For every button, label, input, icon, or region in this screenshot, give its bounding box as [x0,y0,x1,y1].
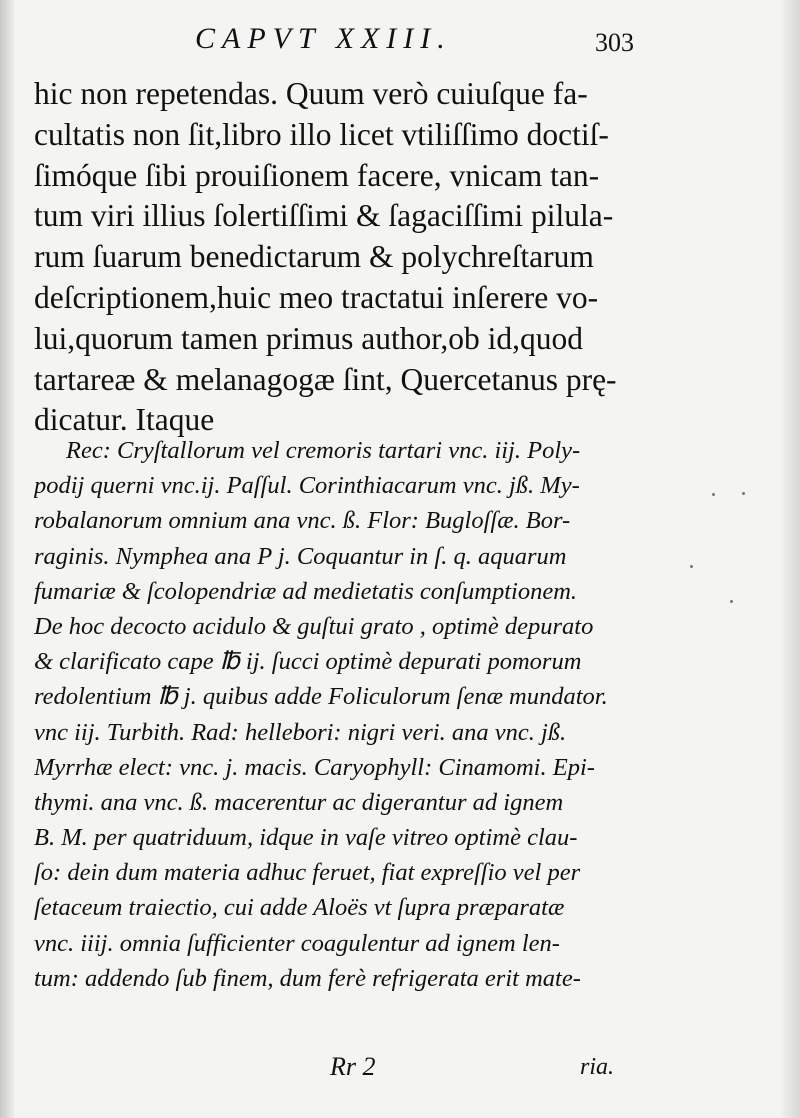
recipe-line: B. M. per quatriduum, idque in vaſe vitreo optimè clau- [34,824,578,852]
recipe-line: vnc. iiij. omnia ſufficienter coagulentur ad ignem len- [34,929,560,957]
ink-speck [730,600,733,603]
recipe-line: De hoc decocto acidulo & guſtui grato , optimè depurato [34,612,594,640]
ink-speck [712,493,715,496]
signature-mark: Rr 2 [330,1052,376,1081]
recipe-line: fumariæ & ſcolopendriæ ad medietatis conſumptionem. [34,577,578,605]
text-line: ſimóque ſibi prouiſionem facere, vnicam tan- [34,157,600,193]
recipe-line: redolentium ℔ j. quibus adde Foliculorum ſenæ mundator. [34,683,608,711]
recipe-line: & clarificato cape ℔ ij. ſucci optimè depurati pomorum [34,648,582,676]
ink-speck [742,492,745,495]
running-head: CAPVT XXIII. [195,22,452,55]
recipe-line: raginis. Nymphea ana P j. Coquantur in ſ. q. aquarum [34,542,567,570]
recipe-paragraph [34,433,674,996]
text-line: tum viri illius ſolertiſſimi & ſagaciſſimi pilula- [34,198,614,234]
recipe-line: robalanorum omnium ana vnc. ß. Flor: Bugloſſæ. Bor- [34,507,571,535]
recipe-line: ſetaceum traiectio, cui adde Aloës vt ſupra præparatæ [34,894,565,922]
text-line: dicatur. Itaque [34,402,215,438]
ink-speck [690,565,693,568]
roman-paragraph [34,74,674,441]
text-line: tartareæ & melanagogæ ſint, Quercetanus prę- [34,361,617,397]
page-right-edge [782,0,800,1118]
recipe-line: vnc iij. Turbith. Rad: hellebori: nigri veri. ana vnc. jß. [34,718,567,746]
text-line: lui,quorum tamen primus author,ob id,quod [34,320,584,356]
text-line: deſcriptionem,huic meo tractatui inſerere vo- [34,279,599,315]
recipe-line: Myrrhæ elect: vnc. j. macis. Caryophyll: Cinamomi. Epi- [34,753,595,781]
recipe-line: podij querni vnc.ij. Paſſul. Corinthiacarum vnc. jß. My- [34,472,580,500]
page-footer [0,1052,800,1092]
page-header [0,22,800,66]
recipe-line: thymi. ana vnc. ß. macerentur ac digerantur ad ignem [34,788,564,816]
recipe-line: tum: addendo ſub finem, dum ferè refrigerata erit mate- [34,964,581,992]
recipe-line: Rec: Cryſtallorum vel cremoris tartari vnc. iij. Poly- [66,437,581,464]
page-number: 303 [595,28,634,57]
text-line: cultatis non ſit,libro illo licet vtiliſſimo doctiſ- [34,116,609,152]
catchword: ria. [580,1054,615,1080]
recipe-line: ſo: dein dum materia adhuc feruet, fiat expreſſio vel per [34,859,581,887]
page-left-edge [0,0,14,1118]
text-line: hic non repetendas. Quum verò cuiuſque fa- [34,76,588,111]
text-line: rum ſuarum benedictarum & polychreſtarum [34,239,594,275]
